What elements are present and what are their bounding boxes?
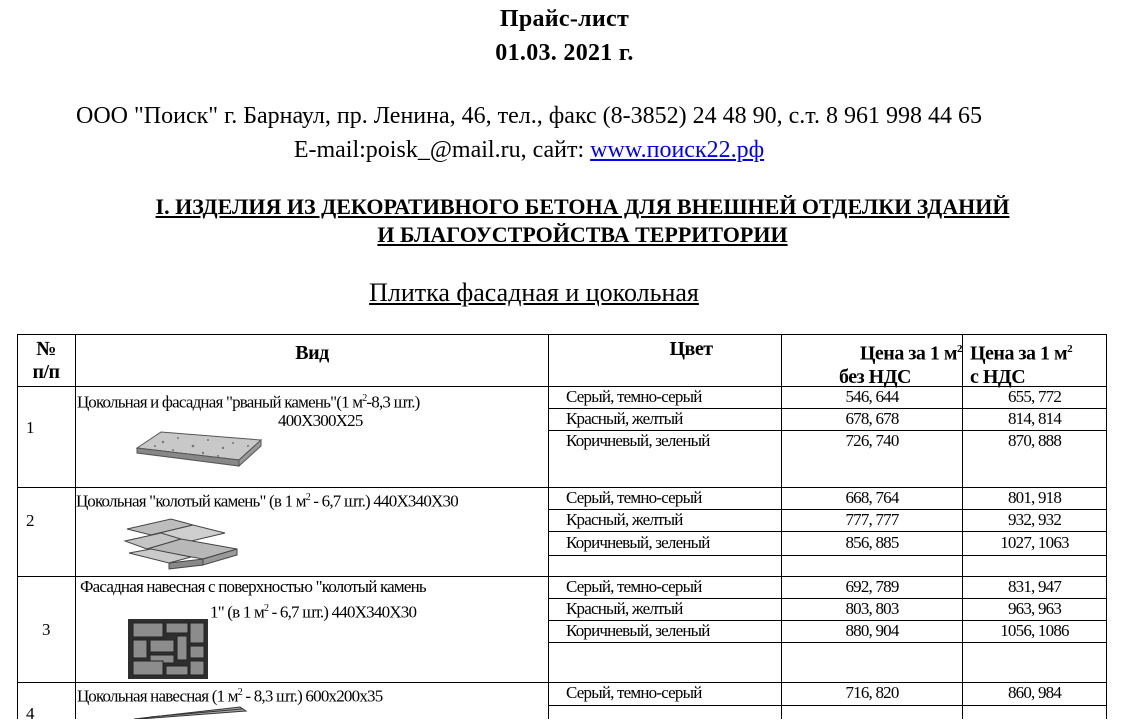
color-name: Коричневый, зеленый	[566, 431, 710, 450]
price-vat: 932, 932	[1007, 510, 1062, 529]
product-image-split-stone	[121, 515, 241, 571]
subsection-title: Плитка фасадная и цокольная	[369, 278, 699, 307]
email-text: E-mail:poisk_@mail.ru, сайт:	[293, 137, 591, 163]
row-number: 1	[26, 418, 35, 437]
price-vat: 1027, 1063	[1000, 533, 1069, 552]
price-no-vat: 777, 777	[845, 510, 899, 529]
header-color: Цвет	[669, 338, 713, 360]
price-vat: 1056, 1086	[1000, 621, 1069, 640]
company-line: ООО "Поиск" г. Барнаул, пр. Ленина, 46, тел., факс (8-3852) 24 48 90, с.т. 8 961 998 44 65	[76, 103, 982, 129]
row-number: 3	[42, 620, 51, 639]
color-name: Коричневый, зеленый	[566, 621, 710, 640]
header-price-no-vat: Цена за 1 $м^2$ без НДС	[839, 342, 962, 388]
color-name: Серый, темно-серый	[566, 683, 702, 702]
section-heading	[60, 193, 1105, 249]
product-image-hinged-tile	[128, 619, 208, 679]
price-vat: 831, 947	[1007, 577, 1062, 596]
row-description: Фасадная навесная с поверхностью "колотый камень	[80, 577, 426, 596]
product-image-plinth-tile	[130, 705, 250, 719]
price-no-vat: 856, 885	[845, 533, 899, 552]
price-vat: 801, 918	[1007, 488, 1062, 507]
section-heading-line2: И БЛАГОУСТРОЙСТВА ТЕРРИТОРИИ	[377, 222, 788, 247]
price-vat: 860, 984	[1007, 683, 1062, 702]
header-num: № п/п	[32, 338, 60, 383]
price-no-vat: 880, 904	[845, 621, 899, 640]
price-no-vat: 546, 644	[845, 387, 899, 406]
price-no-vat: 716, 820	[845, 683, 899, 702]
site-link[interactable]: www.поиск22.рф	[590, 137, 765, 163]
section-heading-line1: I. ИЗДЕЛИЯ ИЗ ДЕКОРАТИВНОГО БЕТОНА ДЛЯ ВНЕШНЕЙ ОТДЕЛКИ ЗДАНИЙ	[155, 194, 1010, 219]
row-description-line2: 1" (в 1 $м^2 - 6,7$ шт.) 440Х340Х30	[210, 602, 417, 622]
color-name: Серый, темно-серый	[566, 387, 702, 406]
header-kind: Вид	[295, 342, 329, 364]
price-no-vat: 692, 789	[845, 577, 899, 596]
price-no-vat: 678, 678	[845, 409, 899, 428]
product-image-torn-stone	[133, 428, 265, 468]
price-no-vat: 803, 803	[845, 599, 899, 618]
email-line	[0, 137, 1058, 164]
row-description: Цокольная навесная (1 $м^2 - 8,3$ шт.) 600х200х35	[77, 686, 383, 706]
price-vat: 814, 814	[1007, 409, 1062, 428]
color-name: Серый, темно-серый	[566, 488, 702, 507]
price-no-vat: 726, 740	[845, 431, 899, 450]
color-name: Серый, темно-серый	[566, 577, 702, 596]
price-vat: 963, 963	[1007, 599, 1062, 618]
color-name: Красный, желтый	[566, 409, 683, 428]
document-date: 01.03. 2021 г.	[495, 40, 634, 66]
header-price-vat: Цена за 1 $м^2$ с НДС	[970, 342, 1073, 388]
color-name: Красный, желтый	[566, 599, 683, 618]
color-name: Красный, желтый	[566, 510, 683, 529]
price-vat: 655, 772	[1007, 387, 1062, 406]
color-name: Коричневый, зеленый	[566, 533, 710, 552]
row-number: 2	[26, 511, 35, 530]
row-description: Цокольная "колотый камень" (в 1 $м^2 - 6,7$ шт.) 440Х340Х30	[76, 491, 458, 511]
price-no-vat: 668, 764	[845, 488, 899, 507]
row-dimensions: 400Х300Х25	[278, 411, 363, 430]
row-number: 4	[26, 704, 35, 723]
document-title: Прайс-лист	[499, 6, 630, 32]
row-description: Цокольная и фасадная "рваный камень"(1 $м^2-8,3$ шт.)	[77, 392, 420, 412]
price-vat: 870, 888	[1007, 431, 1062, 450]
